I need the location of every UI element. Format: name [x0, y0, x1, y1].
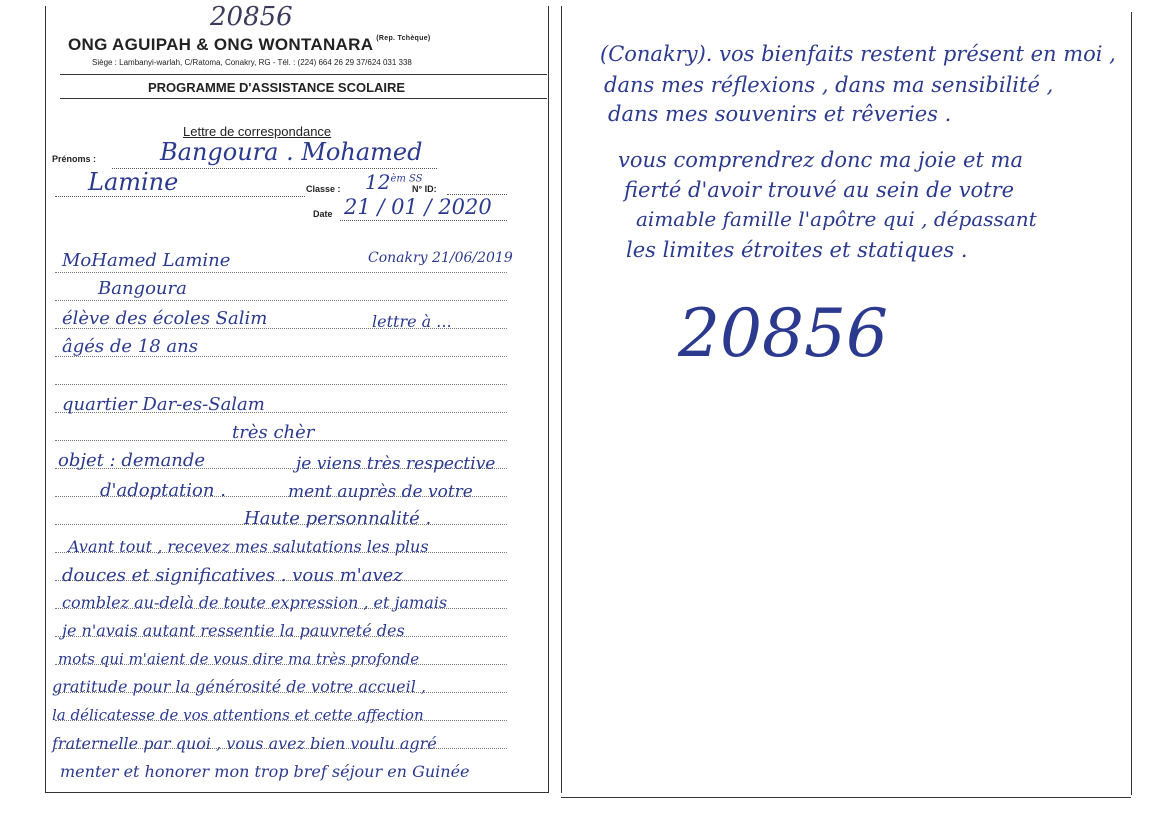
handwritten-line: la délicatesse de vos attentions et cette affection — [52, 706, 424, 724]
date-dotted-line — [340, 220, 507, 221]
handwritten-line: Bangoura — [98, 278, 187, 299]
handwritten-line: les limites étroites et statiques . — [626, 238, 968, 262]
handwritten-line: très chèr — [232, 422, 315, 443]
handwritten-line: mots qui m'aient de vous dire ma très profonde — [58, 650, 420, 668]
handwritten-line: douces et significatives . vous m'avez — [62, 565, 403, 586]
ruled-line — [55, 384, 507, 385]
handwritten-line: ment auprès de votre — [288, 482, 473, 502]
organization-name: ONG AGUIPAH & ONG WONTANARA $^{(Rep. Tchèque)}$ — [68, 35, 431, 54]
handwritten-line: MoHamed Lamine — [62, 250, 231, 271]
lamine-dotted-line — [55, 196, 305, 197]
handwritten-line: Avant tout , recevez mes salutations les plus — [68, 537, 429, 556]
handwritten-line: je viens très respective — [296, 454, 496, 474]
handwritten-line: élève des écoles Salim — [62, 308, 268, 329]
right-page-right-border — [1131, 12, 1132, 795]
left-page-bottom-border — [45, 792, 548, 793]
handwritten-large-number: 20856 — [678, 295, 888, 372]
handwritten-line: Conakry 21/06/2019 — [368, 250, 513, 266]
classe-label: Classe : — [306, 184, 341, 194]
date-label: Date — [313, 209, 333, 219]
header-divider-top — [60, 74, 547, 75]
prenoms-label: Prénoms : — [52, 154, 97, 164]
handwritten-line: âgés de 18 ans — [62, 336, 198, 357]
handwritten-line: fierté d'avoir trouvé au sein de votre — [624, 178, 1015, 202]
handwritten-line: objet : demande — [58, 450, 206, 471]
date-value: 21 / 01 / 2020 — [344, 195, 492, 219]
handwritten-line: comblez au-delà de toute expression , et jamais — [62, 593, 448, 612]
ruled-line — [55, 272, 507, 273]
lamine-value: Lamine — [88, 168, 179, 196]
handwritten-line: quartier Dar-es-Salam — [62, 394, 265, 415]
left-border — [45, 6, 46, 793]
handwritten-line: vous comprendrez donc ma joie et ma — [618, 148, 1023, 172]
right-page-bottom-border — [561, 797, 1131, 798]
organization-address: Siège : Lambanyi-warlah, C/Ratoma, Conakry, RG - Tél. : (224) 664 26 29 37/624 031 338 — [92, 58, 412, 67]
handwritten-line: dans mes réflexions , dans ma sensibilité , — [604, 73, 1054, 97]
handwritten-reference-number: 20856 — [210, 2, 293, 32]
letter-heading: Lettre de correspondance — [183, 124, 332, 139]
right-page-left-border — [561, 6, 562, 793]
handwritten-line: dans mes souvenirs et rêveries . — [608, 102, 952, 126]
handwritten-line: lettre à ... — [372, 312, 452, 331]
id-label: N° ID: — [412, 184, 437, 194]
header-divider-bottom — [60, 98, 547, 99]
classe-suffix: èm SS — [390, 173, 423, 185]
handwritten-line: (Conakry). vos bienfaits restent présent en moi , — [600, 42, 1116, 66]
ruled-line — [55, 300, 507, 301]
handwritten-line: je n'avais autant ressentie la pauvreté des — [62, 621, 405, 640]
left-page-right-border — [548, 6, 549, 793]
handwritten-line: fraternelle par quoi , vous avez bien voulu agré — [52, 734, 437, 753]
handwritten-line: gratitude pour la générosité de votre accueil , — [52, 677, 426, 696]
handwritten-line: aimable famille l'apôtre qui , dépassant — [636, 207, 1037, 231]
handwritten-line: menter et honorer mon trop bref séjour en Guinée — [60, 762, 470, 781]
organization-suffix: (Rep. Tchèque) — [376, 35, 431, 42]
handwritten-line: d'adoptation . — [100, 480, 226, 501]
prenoms-value: Bangoura . Mohamed — [160, 138, 423, 166]
program-title: PROGRAMME D'ASSISTANCE SCOLAIRE — [148, 80, 406, 95]
classe-value: $12^{èm SS}$ — [365, 170, 423, 194]
handwritten-line: Haute personnalité . — [244, 508, 432, 529]
